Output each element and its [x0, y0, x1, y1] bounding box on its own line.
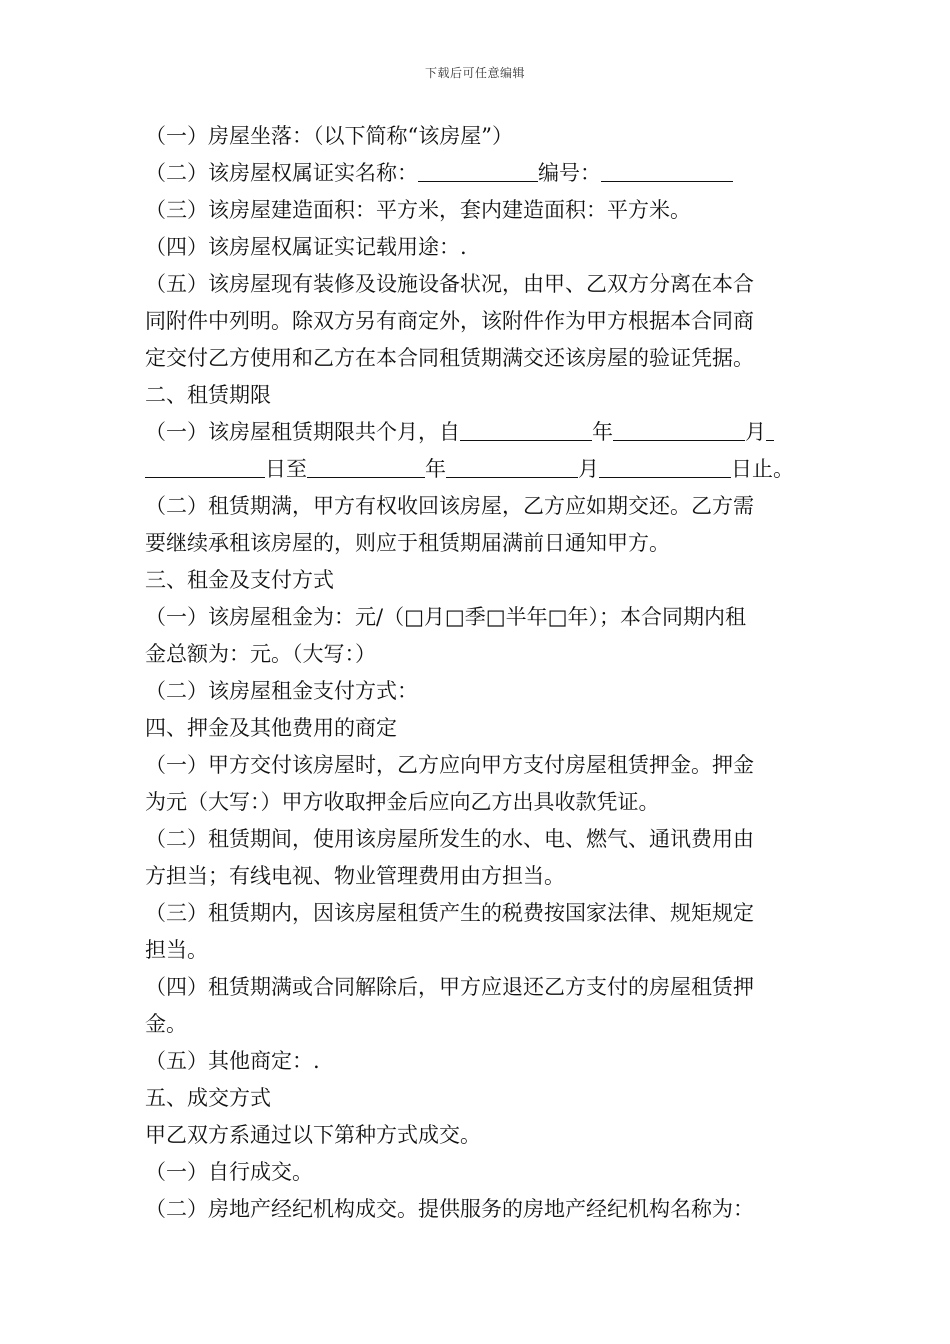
- document-body: [145, 118, 810, 1228]
- fill-blank: [446, 455, 578, 478]
- text-line: （二）该房屋租金支付方式：: [145, 679, 418, 703]
- text-segment: 月: [745, 420, 766, 444]
- text-line: 担当。: [145, 938, 208, 962]
- text-line: （二）租赁期满，甲方有权收回该房屋，乙方应如期交还。乙方需: [145, 494, 754, 518]
- text-segment: （一）该房屋租赁期限共个月，自: [145, 420, 460, 444]
- text-line: （四）该房屋权属证实记载用途：.: [145, 235, 467, 259]
- text-line: 要继续承租该房屋的，则应于租赁期届满前日通知甲方。: [145, 531, 670, 555]
- section-heading: 三、租金及支付方式: [145, 568, 334, 592]
- text-line: （五）该房屋现有装修及设施设备状况，由甲、乙双方分离在本合: [145, 272, 754, 296]
- text-line: 为元（大写：）甲方收取押金后应向乙方出具收款凭证。: [145, 790, 660, 814]
- fill-blank: [599, 455, 731, 478]
- fill-blank: [460, 418, 592, 441]
- text-line: [145, 414, 810, 451]
- section-heading: 二、租赁期限: [145, 383, 271, 407]
- text-line: [145, 451, 810, 488]
- text-line: （一）甲方交付该房屋时，乙方应向甲方支付房屋租赁押金。押金: [145, 753, 754, 777]
- text-line: （一）自行成交。: [145, 1160, 313, 1184]
- text-line: （三）租赁期内，因该房屋租赁产生的税费按国家法律、规矩规定: [145, 901, 754, 925]
- text-line: 方担当；有线电视、物业管理费用由方担当。: [145, 864, 565, 888]
- page-header: 下载后可任意编辑: [424, 66, 525, 80]
- text-line: 同附件中列明。除双方另有商定外，该附件作为甲方根据本合同商: [145, 309, 754, 333]
- text-segment: 日至: [265, 457, 307, 481]
- fill-blank: [145, 455, 265, 478]
- text-line: （一）该房屋租金为：元/（□月□季□半年□年）；本合同期内租: [145, 605, 746, 629]
- text-segment: （二）该房屋权属证实名称：: [145, 161, 418, 185]
- text-line: 金。: [145, 1012, 187, 1036]
- fill-blank: [766, 418, 774, 441]
- text-segment: 月: [578, 457, 599, 481]
- text-line: （四）租赁期满或合同解除后，甲方应退还乙方支付的房屋租赁押: [145, 975, 754, 999]
- fill-blank: [613, 418, 745, 441]
- text-segment: 年: [425, 457, 446, 481]
- text-line: （一）房屋坐落：（以下简称“该房屋”）: [145, 124, 513, 148]
- section-heading: 五、成交方式: [145, 1086, 271, 1110]
- text-segment: 年: [592, 420, 613, 444]
- section-heading: 四、押金及其他费用的商定: [145, 716, 397, 740]
- text-line: （三）该房屋建造面积：平方米，套内建造面积：平方米。: [145, 198, 691, 222]
- fill-blank: [418, 159, 538, 182]
- text-segment: 日止。: [731, 457, 794, 481]
- text-line: （五）其他商定：.: [145, 1049, 320, 1073]
- text-line: （二）房地产经纪机构成交。提供服务的房地产经纪机构名称为：: [145, 1197, 754, 1221]
- fill-blank: [307, 455, 425, 478]
- text-line: 甲乙双方系通过以下第种方式成交。: [145, 1123, 481, 1147]
- text-line: 定交付乙方使用和乙方在本合同租赁期满交还该房屋的验证凭据。: [145, 346, 754, 370]
- text-line: [145, 155, 810, 192]
- text-line: （二）租赁期间，使用该房屋所发生的水、电、燃气、通讯费用由: [145, 827, 754, 851]
- fill-blank: [601, 159, 733, 182]
- text-segment: 编号：: [538, 161, 601, 185]
- text-line: 金总额为：元。（大写：）: [145, 642, 376, 666]
